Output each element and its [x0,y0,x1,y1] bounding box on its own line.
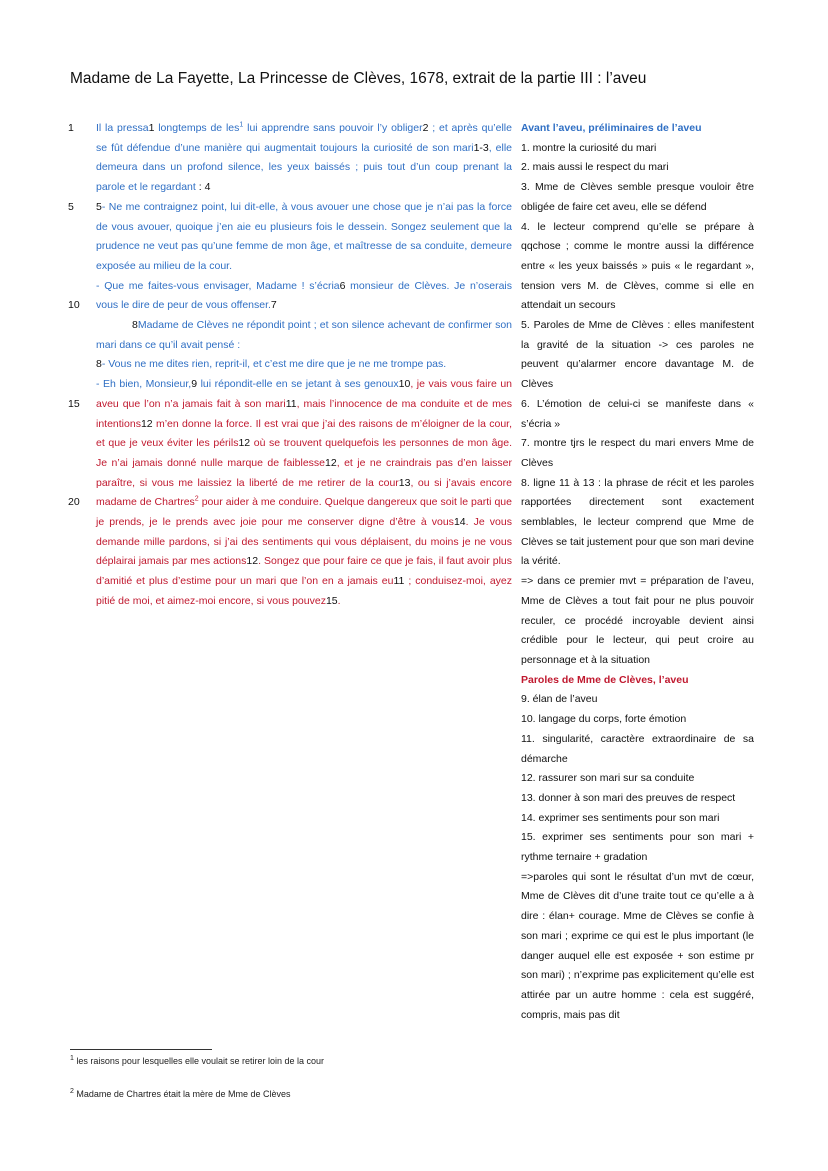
note-ref: 5 [96,200,102,213]
note-item: 12. rassurer son mari sur sa conduite [521,772,695,785]
note-ref: 9 [191,378,198,391]
note-item: 13. donner à son mari des preuves de respect [521,791,736,804]
note-item: 15. exprimer ses sentiments pour son mari + rythme ternaire + gradation [521,831,754,864]
footnote-divider [70,1049,212,1050]
note-ref: : 4 [198,181,211,194]
note-item: 7. montre tjrs le respect du mari envers Mme de Clèves [521,437,754,469]
note-ref: 12 [325,456,337,469]
text-span: où se trouvent quelquefois les personnes de mon âge. Je n’ai jamais donné nulle marque de faiblesse [96,437,512,469]
text-span: . Songez que pour faire ce que je fais, il faut avoir plus d’amitié et plus d’estime pour un mari que l’on en a jamais eu [96,555,513,588]
section-heading: Paroles de Mme de Clèves, l’aveu [521,673,689,686]
line-numbers [68,119,92,513]
note-ref: 11 [393,575,405,588]
note-ref: 12 [140,417,153,430]
footnote-text: les raisons pour lesquelles elle voulait se retirer loin de la cour [73,1056,325,1066]
note-ref: 6 [339,279,346,292]
line-number: 1 [68,122,74,134]
note-item: 5. Paroles de Mme de Clèves : elles manifestent la gravité de la situation -> ces paroles ne peuvent qu’alarmer encore davantage M. de Clèves [521,319,754,391]
text-span: ; et après qu’elle se fût défendue d’une manière qui augmentait toujours la curiosité de son mari [96,122,512,154]
text-span: monsieur de Clèves. Je n’oserais vous le dire de peur de vous offenser. [96,279,512,312]
note-ref: 13 [398,476,411,489]
line-number: 15 [68,397,80,410]
footnote-number: 2 [70,1088,74,1095]
note-summary: => dans ce premier mvt = préparation de l’aveu, Mme de Clèves a tout fait pour ne plus pouvoir reculer, ce procédé incroyable devient ainsi crédible pour le lecteur, qui peut croire au personnage et à la situation [521,575,754,666]
line-number: 5 [68,200,74,213]
note-item: 10. langage du corps, forte émotion [521,713,687,726]
text-span: lui répondit-elle en se jetant à ses genoux [197,378,399,391]
note-ref: 12 [246,555,259,568]
note-item: 3. Mme de Clèves semble presque vouloir être obligée de faire cet aveu, elle se défend [521,181,754,213]
text-span: ; conduisez-moi, ayez pitié de moi, et aimez-moi encore, si vous pouvez [96,575,512,607]
footnote [70,1089,291,1099]
excerpt-text [96,119,512,612]
footnote-number: 1 [70,1055,74,1062]
note-item: 14. exprimer ses sentiments pour son mari [521,811,720,824]
text-span: - Que me faites-vous envisager, Madame ! s’écria [96,279,340,292]
paragraph-plea [96,198,512,277]
section-heading: Avant l’aveu, préliminaires de l’aveu [521,122,702,134]
footnote [70,1056,324,1066]
note-ref: 7 [270,299,277,312]
paragraph-reply [96,355,512,375]
note-item: 8. ligne 11 à 13 : la phrase de récit et les paroles rapportées directement sont exactement semblables, le lecteur comprend que Mme de Clèves se tait justement pour que son mari devine la vérité. [521,476,754,568]
text-span: , mais l’innocence de ma conduite et de mes intentions [96,397,512,430]
paragraph-aveu [96,375,512,611]
footnote-ref: 1 [239,121,244,129]
page-title: Madame de La Fayette, La Princesse de Clèves, 1678, extrait de la partie III : l’aveu [70,70,647,87]
text-span: . Je vous demande mille pardons, si j’ai des sentiments qui vous déplaisent, du moins je ne vous déplairai jamais par mes actions [96,516,512,568]
note-item: 11. singularité, caractère extraordinaire de sa démarche [521,732,754,765]
text-span: , elle demeura dans un profond silence, les yeux baissés ; puis tout d’un coup prenant la parole et le regardant [96,141,512,194]
text-span: m’en donne la force. Il est vrai que j’ai des raisons de m’éloigner de la cour, et que je veux éviter les périls [96,417,512,450]
text-span: , ou si j’avais encore madame de Chartres [96,476,512,509]
line-number: 20 [68,496,80,509]
paragraph-silence [96,316,512,355]
text-span: longtemps de les [154,122,240,134]
note-ref: 15 [325,594,338,607]
text-span: pour aider à me conduire. Quelque dangereux que soit le parti que je prends, je le prends avec joie pour me conserver digne d’être à vous [96,496,512,529]
text-span: Il la pressa [96,122,149,134]
note-summary: =>paroles qui sont le résultat d’un mvt de cœur, Mme de Clèves dit d’une traite tout ce qu’elle a à dire : élan+ courage. Mme de Clèves se confie à son mari ; exprime ce qui est le plus important (le danger auquel elle est exposée + son estime pr son mari) ; n’exprime pas explicitement qu’elle est attirée par un autre homme : cela est suggéré, compris, mais pas dit [521,870,754,1021]
paragraph-husband [96,277,512,316]
note-ref: 12 [238,437,251,450]
text-span: - Eh bien, Monsieur, [96,378,192,391]
note-ref: 14 [453,516,466,529]
note-ref: 2 [422,122,429,134]
footnote-text: Madame de Chartres était la mère de Mme de Clèves [73,1089,291,1099]
note-item: 9. élan de l’aveu [521,693,598,706]
note-item: 1. montre la curiosité du mari [521,141,657,154]
note-item: 2. mais aussi le respect du mari [521,161,669,174]
text-span: - Ne me contraignez point, lui dit-elle, à vous avouer une chose que je n’ai pas la force de vous avouer, quoique j’en aie eu plusieurs fois le dessein. Songez seulement que la prudence ne veut pas qu’une femme de mon âge, et maîtresse de sa conduite, demeure exposée au milieu de la cour. [96,200,512,272]
note-ref: 1-3 [473,141,489,154]
line-number: 10 [68,299,80,312]
note-item: 6. L’émotion de celui-ci se manifeste dans « s’écria » [521,397,754,430]
text-span: - Vous ne me dites rien, reprit-il, et c’est me dire que je ne me trompe pas. [101,358,447,371]
note-ref: 8 [132,319,138,332]
note-ref: 11 [285,397,297,410]
text-span: Madame de Clèves ne répondit point ; et son silence achevant de confirmer son mari dans ce qu’il avait pensé : [96,319,512,351]
note-item: 4. le lecteur comprend qu’elle se prépare à qqchose ; comme le montre aussi la différence entre « les yeux baissés » puis « le regardant », tension vers M. de Clèves, comme si elle en attendait un secours [521,220,754,312]
text-span: , et je ne craindrais pas d’en laisser paraître, si vous me laissiez la liberté de me retirer de la cour [96,456,512,489]
text-span: . [337,594,341,607]
text-span: lui apprendre sans pouvoir l’y obliger [243,122,423,134]
note-ref: 1 [148,122,155,134]
paragraph-intro [96,119,512,198]
note-ref: 8 [96,358,102,371]
analysis-notes [521,119,754,1025]
text-span: , je vais vous faire un aveu que l’on n’a jamais fait à son mari [96,378,512,410]
footnote-ref: 2 [194,495,199,503]
note-ref: 10 [398,378,411,391]
